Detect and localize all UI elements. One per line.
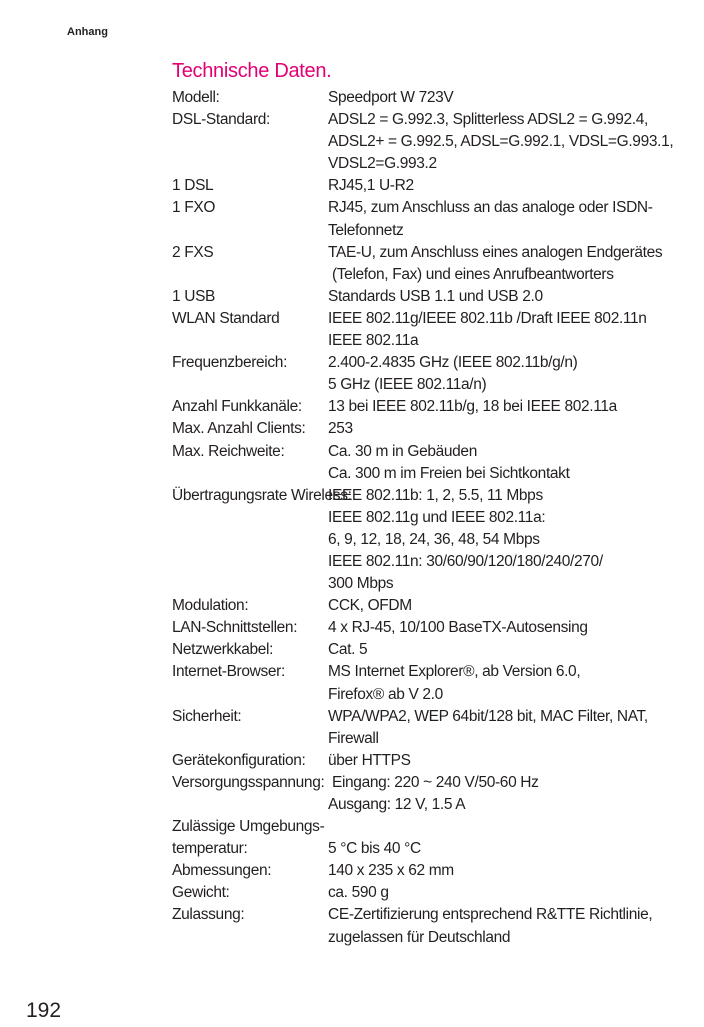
- spec-label: Gewicht:: [172, 884, 230, 902]
- spec-row: [172, 308, 692, 330]
- spec-value: IEEE 802.11g und IEEE 802.11a:: [328, 508, 546, 526]
- spec-label: Sicherheit:: [172, 707, 242, 725]
- spec-label: 2 FXS: [172, 243, 214, 261]
- spec-value: ADSL2 = G.992.3, Splitterless ADSL2 = G.992.4,: [328, 111, 648, 129]
- spec-value: 6, 9, 12, 18, 24, 36, 48, 54 Mbps: [328, 530, 540, 548]
- spec-row: [172, 617, 692, 639]
- spec-value: Telefonnetz: [328, 221, 404, 239]
- spec-label: LAN-Schnittstellen:: [172, 619, 298, 637]
- spec-row: [172, 109, 692, 131]
- spec-row: [172, 838, 692, 860]
- spec-row: [172, 352, 692, 374]
- spec-label: Anzahl Funkkanäle:: [172, 398, 302, 416]
- spec-label: Modell:: [172, 89, 220, 106]
- spec-value: CE-Zertifizierung entsprechend R&TTE Richtlinie,: [328, 906, 653, 924]
- spec-value: Speedport W 723V: [328, 89, 454, 106]
- spec-label: Gerätekonfiguration:: [172, 751, 306, 769]
- spec-row: [172, 684, 692, 706]
- spec-label: DSL-Standard:: [172, 111, 270, 129]
- spec-row: [172, 904, 692, 926]
- spec-value: RJ45,1 U-R2: [328, 177, 414, 195]
- spec-value: MS Internet Explorer®, ab Version 6.0,: [328, 663, 581, 681]
- spec-label: Abmessungen:: [172, 862, 272, 880]
- spec-label: 1 FXO: [172, 199, 216, 217]
- spec-row: [172, 418, 692, 440]
- spec-label: 1 DSL: [172, 177, 214, 195]
- spec-value: Ausgang: 12 V, 1.5 A: [328, 796, 466, 813]
- spec-row: [172, 794, 692, 816]
- spec-row: [172, 264, 692, 286]
- spec-value: VDSL2=G.993.2: [328, 155, 437, 173]
- spec-row: [172, 286, 692, 308]
- spec-value: IEEE 802.11n: 30/60/90/120/180/240/270/: [328, 552, 603, 570]
- spec-value: WPA/WPA2, WEP 64bit/128 bit, MAC Filter, NAT,: [328, 707, 648, 725]
- spec-row: [172, 507, 692, 529]
- spec-row: [172, 242, 692, 264]
- spec-label: Netzwerkkabel:: [172, 641, 274, 659]
- spec-value: Ca. 30 m in Gebäuden: [328, 442, 477, 460]
- spec-row: [172, 772, 692, 794]
- spec-row: [172, 927, 692, 949]
- spec-row: [172, 153, 692, 175]
- spec-label: Internet-Browser:: [172, 663, 285, 681]
- spec-value: IEEE 802.11a: [328, 332, 419, 350]
- spec-row: [172, 330, 692, 352]
- spec-label: Modulation:: [172, 597, 249, 615]
- spec-value: 253: [328, 420, 353, 438]
- spec-value: Ca. 300 m im Freien bei Sichtkontakt: [328, 464, 570, 482]
- spec-value: ADSL2+ = G.992.5, ADSL=G.992.1, VDSL=G.993.1,: [328, 133, 674, 151]
- spec-row: [172, 816, 692, 838]
- spec-row: [172, 87, 692, 109]
- spec-label: Max. Anzahl Clients:: [172, 420, 306, 438]
- spec-label: Übertragungsrate Wireless:: [172, 486, 352, 504]
- spec-value: über HTTPS: [328, 751, 411, 769]
- spec-row: [172, 374, 692, 396]
- spec-row: [172, 595, 692, 617]
- spec-label: Zulässige Umgebungs-: [172, 818, 325, 836]
- spec-row: [172, 639, 692, 661]
- spec-row: [172, 573, 692, 595]
- spec-row: [172, 131, 692, 153]
- spec-row: [172, 860, 692, 882]
- spec-label: 1 USB: [172, 287, 216, 305]
- spec-label: Zulassung:: [172, 906, 245, 924]
- spec-row: [172, 529, 692, 551]
- page-title: Technische Daten.: [172, 60, 332, 82]
- spec-value: Standards USB 1.1 und USB 2.0: [328, 287, 543, 305]
- spec-value: 300 Mbps: [328, 575, 394, 593]
- spec-row: [172, 750, 692, 772]
- spec-value: (Telefon, Fax) und eines Anrufbeantworters: [328, 265, 614, 283]
- spec-value: Eingang: 220 ~ 240 V/50-60 Hz: [328, 773, 539, 791]
- spec-label: WLAN Standard: [172, 309, 280, 327]
- spec-label: Versorgungsspannung:: [172, 773, 325, 791]
- spec-row: [172, 485, 692, 507]
- spec-value: 4 x RJ-45, 10/100 BaseTX-Autosensing: [328, 619, 588, 637]
- section-header: Anhang: [67, 26, 108, 38]
- spec-value: RJ45, zum Anschluss an das analoge oder ISDN-: [328, 199, 653, 217]
- spec-value: 5 °C bis 40 °C: [328, 840, 421, 858]
- spec-row: [172, 463, 692, 485]
- spec-row: [172, 728, 692, 750]
- spec-value: Firefox® ab V 2.0: [328, 685, 443, 703]
- spec-value: IEEE 802.11b: 1, 2, 5.5, 11 Mbps: [328, 486, 543, 504]
- page-number: 192: [26, 999, 62, 1022]
- spec-value: IEEE 802.11g/IEEE 802.11b /Draft IEEE 802.11n: [328, 309, 647, 327]
- spec-row: [172, 551, 692, 573]
- spec-row: [172, 175, 692, 197]
- spec-label: temperatur:: [172, 840, 248, 858]
- spec-row: [172, 661, 692, 683]
- spec-value: ca. 590 g: [328, 884, 389, 902]
- spec-row: [172, 706, 692, 728]
- spec-row: [172, 220, 692, 242]
- spec-value: 2.400-2.4835 GHz (IEEE 802.11b/g/n): [328, 354, 578, 372]
- spec-value: TAE-U, zum Anschluss eines analogen Endgerätes: [328, 243, 663, 261]
- spec-value: Cat. 5: [328, 641, 368, 659]
- spec-row: [172, 441, 692, 463]
- spec-value: zugelassen für Deutschland: [328, 928, 511, 946]
- spec-value: 13 bei IEEE 802.11b/g, 18 bei IEEE 802.11a: [328, 398, 617, 416]
- spec-label: Max. Reichweite:: [172, 442, 285, 460]
- spec-label: Frequenzbereich:: [172, 354, 288, 372]
- spec-row: [172, 197, 692, 219]
- spec-value: 5 GHz (IEEE 802.11a/n): [328, 376, 487, 394]
- spec-value: 140 x 235 x 62 mm: [328, 862, 454, 880]
- spec-row: [172, 882, 692, 904]
- spec-table: [172, 87, 692, 949]
- spec-value: Firewall: [328, 729, 379, 747]
- spec-row: [172, 396, 692, 418]
- spec-value: CCK, OFDM: [328, 597, 412, 615]
